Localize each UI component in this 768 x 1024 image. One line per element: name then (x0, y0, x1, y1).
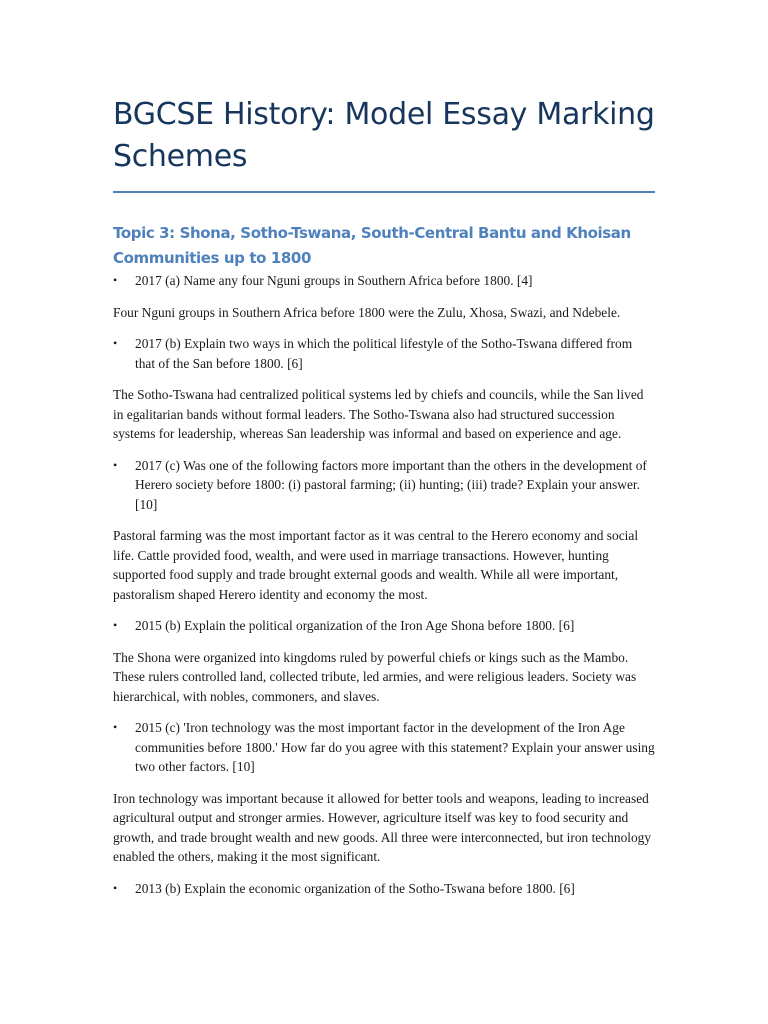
title-underline (113, 191, 655, 193)
question-item (113, 271, 655, 291)
qa-list (113, 271, 655, 898)
bullet-icon: • (113, 336, 118, 350)
answer-paragraph: The Shona were organized into kingdoms ruled by powerful chiefs or kings such as the Mambo. These rulers controlled land, collected tribute, led armies, and were religious leaders. Society was hierarchical, with nobles, commoners, and slaves. (113, 649, 637, 704)
answer-paragraph: Iron technology was important because it allowed for better tools and weapons, leading to increased agricultural output and stronger armies. However, agriculture itself was key to food security and growth, and trade brought wealth and new goods. All three were interconnected, but iron technology enabled the others, making it the most significant. (113, 790, 652, 864)
question-item (113, 334, 655, 373)
bullet-icon: • (113, 618, 118, 632)
question-text: 2015 (c) 'Iron technology was the most important factor in the development of the Iron Age communities before 1800.' How far do you agree with this statement? Explain your answer using two other factors. [10] (135, 720, 655, 774)
bullet-icon: • (113, 880, 118, 895)
answer-paragraph: The Sotho-Tswana had centralized political systems led by chiefs and councils, while the San lived in egalitarian bands without formal leaders. The Sotho-Tswana also had structured succession systems for leadership, whereas San leadership was informal and based on experience and age. (113, 387, 644, 441)
question-text: 2017 (c) Was one of the following factors more important than the others in the development of Herero society before 1800: (i) pastoral farming; (ii) hunting; (iii) trade? Explain your answer. [10] (135, 457, 647, 512)
topic-heading: Topic 3: Shona, Sotho-Tswana, South-Central Bantu and Khoisan Communities up to 1800 (113, 224, 631, 267)
answer-paragraph: Four Nguni groups in Southern Africa before 1800 were the Zulu, Xhosa, Swazi, and Ndebele. (113, 304, 621, 320)
question-item (113, 456, 655, 515)
document-page (113, 0, 655, 898)
question-text: 2017 (a) Name any four Nguni groups in Southern Africa before 1800. [4] (135, 273, 533, 288)
question-item (113, 718, 655, 777)
bullet-icon: • (113, 720, 118, 734)
question-item (113, 879, 655, 899)
question-text: 2013 (b) Explain the economic organization of the Sotho-Tswana before 1800. [6] (135, 880, 575, 896)
document-title: BGCSE History: Model Essay Marking Schemes (113, 97, 655, 174)
bullet-icon: • (113, 273, 118, 287)
question-text: 2015 (b) Explain the political organization of the Iron Age Shona before 1800. [6] (135, 618, 575, 633)
answer-paragraph: Pastoral farming was the most important factor as it was central to the Herero economy and social life. Cattle provided food, wealth, and were used in marriage transactions. However, hunting supported food supply and trade brought external goods and wealth. While all were important, pastoralism shaped Herero identity and economy the most. (113, 528, 639, 602)
question-item (113, 616, 655, 636)
bullet-icon: • (113, 457, 118, 472)
question-text: 2017 (b) Explain two ways in which the political lifestyle of the Sotho-Tswana differed from that of the San before 1800. [6] (135, 336, 633, 371)
